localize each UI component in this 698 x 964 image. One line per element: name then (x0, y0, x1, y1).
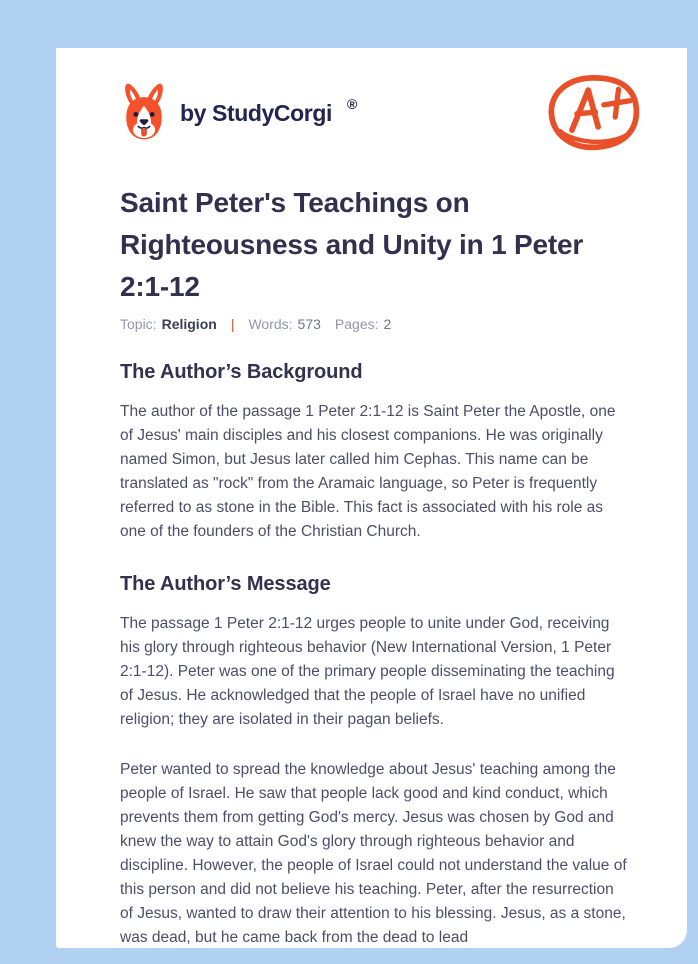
pages-label: Pages: (334, 316, 379, 332)
meta-separator: | (230, 316, 235, 332)
paragraph: Peter wanted to spread the knowledge about Jesus' teaching among the people of Israel. He saw that people lack good and kind conduct, which prevents them from getting God's mercy. Jesus was chosen by God and knew the way to attain God's glory through righteous behavior and discipline. However, the people of Israel could not understand the value of this person and did not believe his teaching. Peter, after the resurrection of Jesus, wanted to draw their attention to his blessing. Jesus, as a stone, was dead, but he came back from the dead to lead (120, 761, 627, 946)
brand-text: by StudyCorgi (180, 99, 332, 126)
section-heading-authors-background: The Author’s Background (120, 361, 363, 383)
topic-label: Topic: (120, 316, 157, 332)
pages-value: 2 (383, 316, 392, 332)
words-value: 573 (297, 316, 321, 332)
registered-trademark: ® (346, 96, 358, 112)
topic-link[interactable]: Religion (161, 316, 217, 332)
content-card (56, 48, 687, 948)
studycorgi-logo-link[interactable] (120, 81, 357, 145)
page-header (120, 72, 629, 154)
paragraph: The passage 1 Peter 2:1-12 urges people to unite under God, receiving his glory through righteous behavior (New International Version, 1 Peter 2:1-12). Peter was one of the primary people disseminating the teaching of Jesus. He acknowledged that the people of Israel have no unified religion; they are isolated in their pagan beliefs. (120, 615, 615, 728)
grade-a-plus-icon (545, 72, 629, 154)
page-title: Saint Peter's Teachings on Righteousness and Unity in 1 Peter 2:1-12 (120, 187, 584, 302)
section-heading-authors-message: The Author’s Message (120, 573, 331, 595)
paragraph: The author of the passage 1 Peter 2:1-12 is Saint Peter the Apostle, one of Jesus' main disciples and his closest companions. He was originally named Simon, but Jesus later called him Cephas. This name can be translated as "rock" from the Aramaic language, so Peter is frequently referred to as stone in the Bible. This fact is associated with his role as one of the founders of the Christian Church. (120, 403, 616, 540)
article-meta (120, 316, 629, 332)
words-label: Words: (248, 316, 293, 332)
corgi-logo-icon (120, 81, 168, 145)
